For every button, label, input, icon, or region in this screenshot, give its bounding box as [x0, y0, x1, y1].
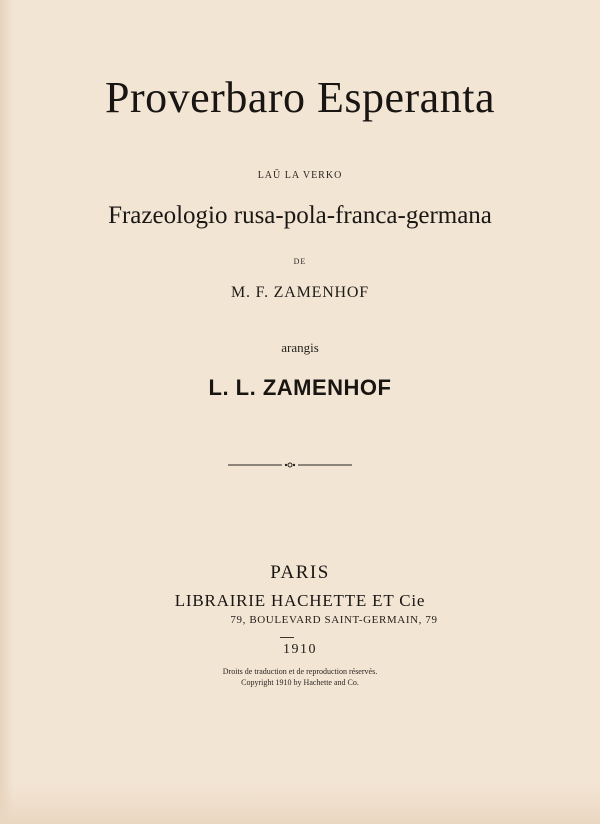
publisher-address: 79, BOULEVARD SAINT-GERMAIN, 79 — [230, 614, 438, 626]
page-edge-shadow — [0, 0, 14, 824]
arranged-by-label: arangis — [281, 340, 319, 355]
publication-place: PARIS — [270, 562, 330, 583]
editor-name: L. L. ZAMENHOF — [208, 375, 392, 400]
rights-notice: Droits de traduction et de reproduction réservés. — [222, 667, 378, 676]
original-author: M. F. ZAMENHOF — [231, 284, 369, 301]
copyright-notice: Copyright 1910 by Hachette and Co. — [241, 678, 359, 687]
short-rule-divider — [280, 637, 294, 638]
publication-year: 1910 — [283, 642, 317, 657]
page-bottom-shade — [0, 784, 600, 824]
publisher-name: LIBRAIRIE HACHETTE ET Cie — [174, 591, 426, 610]
by-label: DE — [293, 257, 307, 266]
source-work-title: Frazeologio rusa-pola-franca-germana — [108, 202, 492, 229]
dotted-rule-ornament-icon — [228, 461, 352, 469]
according-to-label: LAŬ LA VERKO — [257, 170, 343, 181]
book-title: Proverbaro Esperanta — [105, 73, 495, 122]
